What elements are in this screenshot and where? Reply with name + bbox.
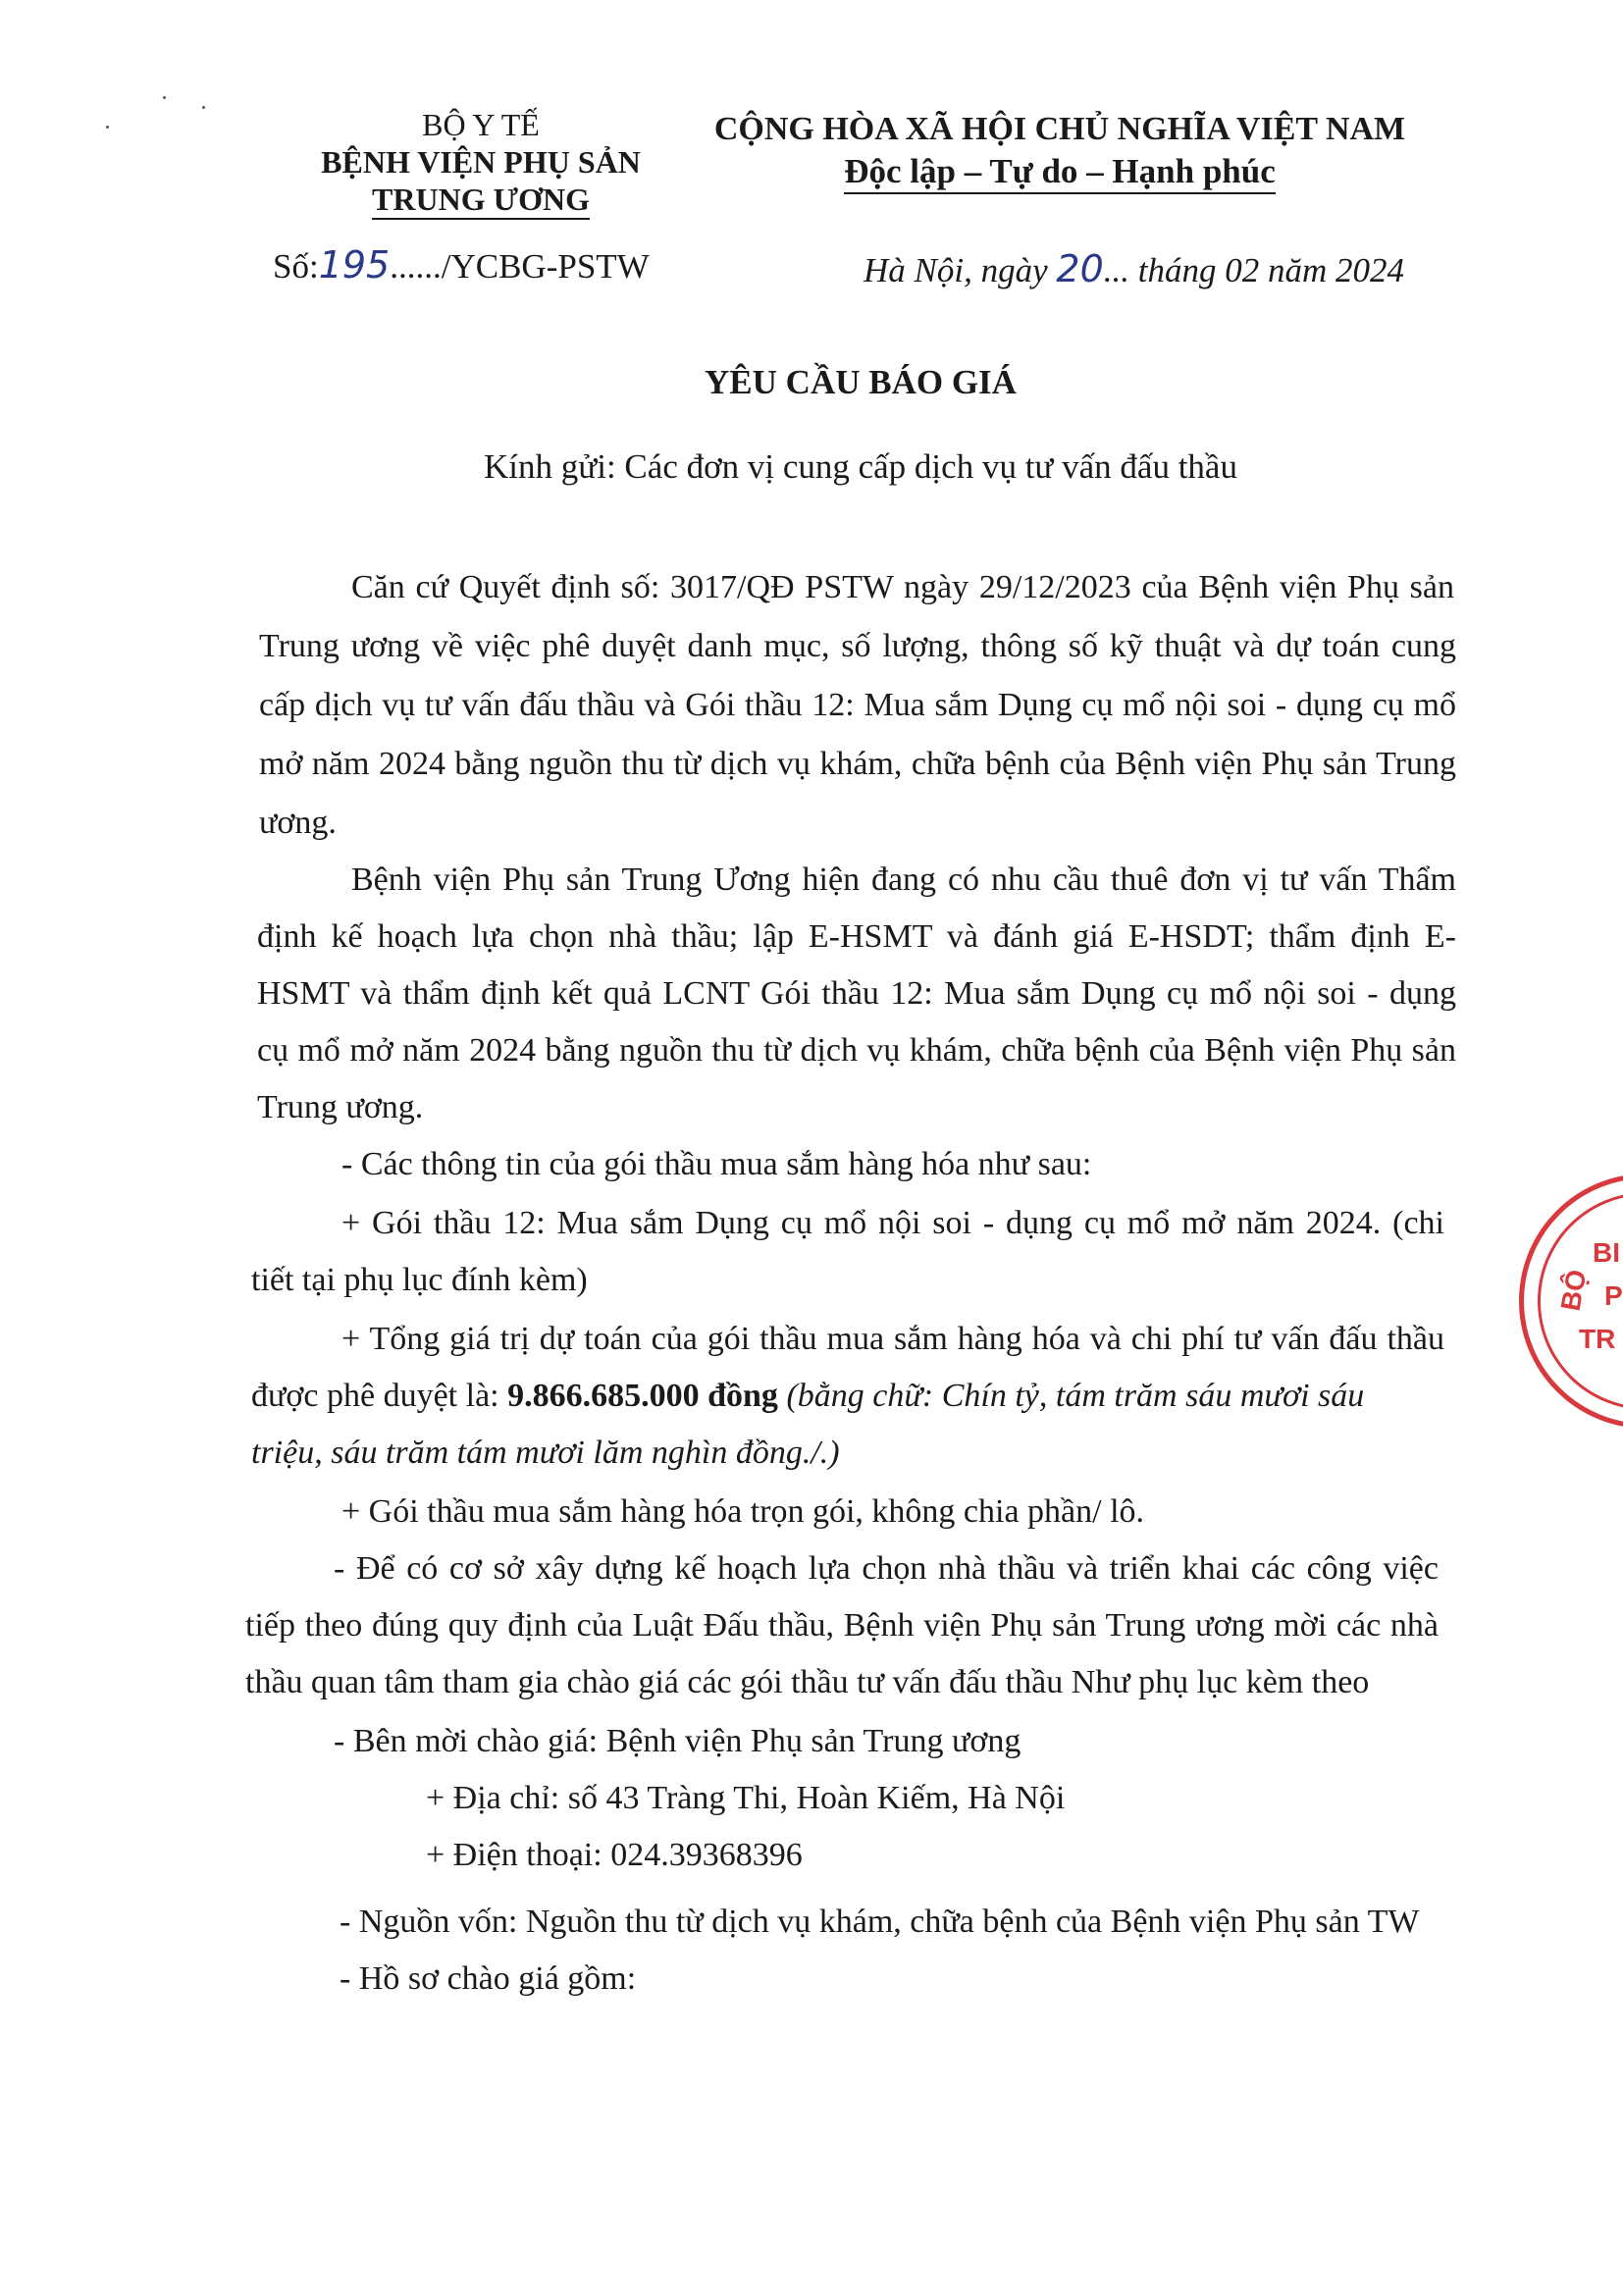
paragraph-2-line: Bệnh viện Phụ sản Trung Ương hiện đang có nhu cầu thuê đơn vị tư vấn Thẩm xyxy=(351,861,1456,898)
basis-line: thầu quan tâm tham gia chào giá các gói thầu tư vấn đấu thầu Như phụ lục kèm theo xyxy=(245,1664,1370,1700)
paragraph-1-line: Căn cứ Quyết định số: 3017/QĐ PSTW ngày 29/12/2023 của Bệnh viện Phụ sản xyxy=(351,569,1454,605)
nation-name: CỘNG HÒA XÃ HỘI CHỦ NGHĨA VIỆT NAM xyxy=(713,111,1406,147)
date-prefix: Hà Nội, ngày xyxy=(864,251,1048,289)
paragraph-1-line: ương. xyxy=(259,805,337,841)
header-left xyxy=(294,106,667,220)
page-title: YÊU CẦU BÁO GIÁ xyxy=(705,363,1017,401)
hospital-seal xyxy=(1519,1174,1623,1429)
paragraph-1-line: cấp dịch vụ tư vấn đấu thầu và Gói thầu 12: Mua sắm Dụng cụ mổ nội soi - dụng cụ mổ xyxy=(259,687,1456,723)
number-prefix: Số: xyxy=(273,247,319,286)
hospital-name-line2: TRUNG ƯƠNG xyxy=(372,181,590,220)
basis-line: tiếp theo đúng quy định của Luật Đấu thầu, Bệnh viện Phụ sản Trung ương mời các nhà xyxy=(245,1607,1439,1644)
total-words-part1: (bằng chữ: Chín tỷ, tám trăm sáu mươi sáu xyxy=(777,1378,1365,1414)
header-right xyxy=(707,108,1413,200)
seal-text: BỘ xyxy=(1554,1267,1593,1314)
total-line-1: + Tổng giá trị dự toán của gói thầu mua sắm hàng hóa và chi phí tư vấn đấu thầu xyxy=(341,1321,1444,1357)
documents-line: - Hồ sơ chào giá gồm: xyxy=(340,1960,637,1997)
package-info-intro: - Các thông tin của gói thầu mua sắm hàng hóa như sau: xyxy=(341,1146,1092,1182)
seal-text: TR xyxy=(1579,1324,1616,1354)
motto: Độc lập – Tự do – Hạnh phúc xyxy=(844,151,1276,194)
date-handwritten: 20 xyxy=(1056,247,1104,290)
total-prefix: được phê duyệt là: xyxy=(251,1378,508,1414)
package-type: + Gói thầu mua sắm hàng hóa trọn gói, không chia phần/ lô. xyxy=(341,1493,1145,1530)
date-suffix: ... tháng 02 năm 2024 xyxy=(1103,251,1404,289)
paragraph-2-line: HSMT và thẩm định kết quả LCNT Gói thầu 12: Mua sắm Dụng cụ mổ nội soi - dụng xyxy=(257,975,1456,1012)
recipient-line: Kính gửi: Các đơn vị cung cấp dịch vụ tư vấn đấu thầu xyxy=(484,447,1237,486)
phone-line: + Điện thoại: 024.39368396 xyxy=(426,1837,803,1873)
paragraph-2-line: cụ mổ mở năm 2024 bằng nguồn thu từ dịch vụ khám, chữa bệnh của Bệnh viện Phụ sản xyxy=(257,1032,1456,1069)
inviter-line: - Bên mời chào giá: Bệnh viện Phụ sản Trung ương xyxy=(334,1723,1021,1759)
address-line: + Địa chỉ: số 43 Tràng Thi, Hoàn Kiếm, Hà Nội xyxy=(426,1780,1066,1816)
paragraph-2-line: định kế hoạch lựa chọn nhà thầu; lập E-HSMT và đánh giá E-HSDT; thẩm định E- xyxy=(257,918,1456,955)
paragraph-1-line: mở năm 2024 bằng nguồn thu từ dịch vụ khám, chữa bệnh của Bệnh viện Phụ sản Trung xyxy=(259,746,1456,782)
total-words-part2: triệu, sáu trăm tám mươi lăm nghìn đồng./.) xyxy=(251,1435,840,1471)
number-handwritten: 195 xyxy=(318,243,391,287)
scan-speck xyxy=(106,126,109,129)
total-amount: 9.866.685.000 đồng xyxy=(507,1378,778,1414)
document-date xyxy=(864,247,1404,290)
paragraph-2-line: Trung ương. xyxy=(257,1089,424,1125)
paragraph-1-line: Trung ương về việc phê duyệt danh mục, số lượng, thông số kỹ thuật và dự toán cung xyxy=(259,628,1456,664)
basis-line: - Để có cơ sở xây dựng kế hoạch lựa chọn nhà thầu và triển khai các công việc xyxy=(334,1550,1439,1587)
scan-speck xyxy=(163,96,166,99)
package-line: tiết tại phụ lục đính kèm) xyxy=(251,1262,588,1298)
ministry-name: BỘ Y TẾ xyxy=(422,107,540,142)
document-number xyxy=(273,243,650,287)
seal-text: BI xyxy=(1593,1237,1620,1268)
funding-line: - Nguồn vốn: Nguồn thu từ dịch vụ khám, chữa bệnh của Bệnh viện Phụ sản TW xyxy=(340,1904,1420,1940)
number-suffix: ....../YCBG-PSTW xyxy=(390,247,650,286)
seal-text: P xyxy=(1604,1280,1623,1311)
total-line-2 xyxy=(251,1378,1364,1415)
hospital-name-line1: BỆNH VIỆN PHỤ SẢN xyxy=(321,144,641,180)
scan-speck xyxy=(202,106,205,109)
package-line: + Gói thầu 12: Mua sắm Dụng cụ mổ nội soi - dụng cụ mổ mở năm 2024. (chi xyxy=(341,1205,1444,1241)
